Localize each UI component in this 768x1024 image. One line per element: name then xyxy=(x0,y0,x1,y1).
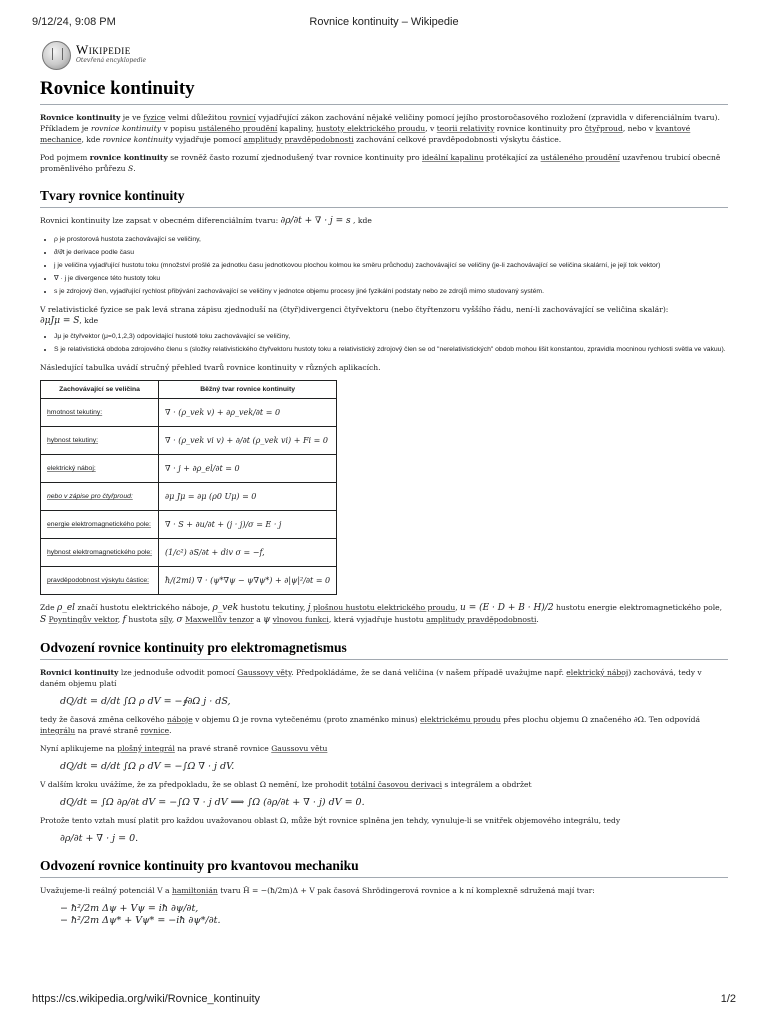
em-paragraph-5: Protože tento vztah musí platit pro každou uvažovanou oblast Ω, může být rovnice splněna jen tehdy, vynuluje-li se vnitřek objemového integrálu, tedy xyxy=(40,816,621,825)
table-header-row xyxy=(41,381,337,399)
bold-term: rovnice kontinuity xyxy=(89,153,168,162)
wiki-link[interactable]: integrálu xyxy=(40,726,76,735)
qm-equation-2: − ħ²/2m Δψ* + Vψ* = −iħ ∂ψ*/∂t. xyxy=(60,915,221,926)
inline-math: S xyxy=(40,615,47,625)
table-cell-quantity[interactable]: pravděpodobnost výskytu částice: xyxy=(41,567,159,595)
qm-paragraph-1: Uvažujeme-li reálný potenciál V a hamiltonián tvaru Ĥ = −(ħ/2m)Δ + V pak časová Shrödingerová rovnice a k ní komplexně sdružená mají tvar: xyxy=(40,886,595,895)
wiki-link[interactable]: čtyřproud xyxy=(584,124,623,133)
table-cell-quantity[interactable]: hybnost tekutiny: xyxy=(41,427,159,455)
relativistic-symbol-list xyxy=(40,331,728,355)
wiki-link[interactable]: amplitudy pravděpodobnosti xyxy=(243,135,354,144)
wiki-link[interactable]: elektrickému proudu xyxy=(420,715,501,724)
print-page-number: 1/2 xyxy=(720,993,736,1005)
intro-paragraph: Rovnice kontinuity je ve fyzice velmi důležitou rovnicí vyjadřující zákon zachování nějaké veličiny pomocí jejího prostoročasového rozložení (zpravidla v diferenciálním tvaru). Příkladem je rovnice kontinuity v popisu ustáleného proudění kapaliny, hustoty elektrického proudu, v teorii relativity rovnice kontinuity pro čtyřproud, nebo v kvantové mechanice, kde rovnice kontinuity vyjadřuje pomocí amplitudy pravděpodobnosti zachování celkové pravděpodobnosti výskytu částice. xyxy=(40,113,720,144)
intro-paragraph-2: Pod pojmem rovnice kontinuity se rovněž často rozumí zjednodušený tvar rovnice kontinuity pro ideální kapalinu protékající za ustáleného proudění uzavřenou trubicí obecně proměnlivého průřezu S. xyxy=(40,153,721,173)
bold-term: Rovnici kontinuity xyxy=(40,668,119,677)
wiki-link[interactable]: vlnovou funkci xyxy=(272,615,329,624)
wiki-link[interactable]: Maxwellův tenzor xyxy=(185,615,254,624)
wikipedia-globe-icon xyxy=(42,41,71,70)
wiki-link[interactable]: teorii relativity xyxy=(436,124,495,133)
wiki-link[interactable]: síly xyxy=(159,615,172,624)
italic-term: rovnice kontinuity xyxy=(90,124,162,133)
inline-math: ψ xyxy=(263,615,271,625)
list-item: • s je zdrojový člen, vyjadřující rychlost přibývání zachovávající se veličiny v jednotce objemu procesy jiné fyzikální podstaty nebo ze zdrojů mimo studovaný systém. xyxy=(54,286,728,297)
em-paragraph-1: Rovnici kontinuity lze jednoduše odvodit pomocí Gaussovy věty. Předpokládáme, že se daná veličina (v našem případě uvažujme např. elektrický náboj) zachovává, tedy v daném objemu platí xyxy=(40,668,702,688)
bold-term: Rovnice kontinuity xyxy=(40,113,121,122)
article-page xyxy=(40,40,728,990)
table-body xyxy=(41,399,337,595)
wiki-link[interactable]: fyzice xyxy=(143,113,166,122)
inline-math: j xyxy=(307,603,311,613)
print-header xyxy=(32,16,736,32)
inline-math: u = (E · D + B · H)/2 xyxy=(460,603,554,613)
table-cell-equation: ħ/(2mi) ∇ · (ψ*∇ψ − ψ∇ψ*) + ∂|ψ|²/∂t = 0 xyxy=(159,567,337,595)
wiki-link[interactable]: plošnou hustotu elektrického proudu xyxy=(310,603,456,612)
table-row xyxy=(41,539,337,567)
list-item: • S je relativistická obdoba zdrojového členu s (složky relativistického čtyřvektoru hustoty toku a relativistický zdrojový člen se od "nerelativistických" obdob mohou lišit konstantou, zpravidla mocninou rychlosti světla ve vakuu). xyxy=(54,344,728,355)
inline-math: ρ_el xyxy=(57,603,76,613)
table-cell-equation: (1/c²) ∂S/∂t + div σ = −f, xyxy=(159,539,337,567)
wiki-link[interactable]: náboje xyxy=(167,715,193,724)
italic-term: S xyxy=(127,164,134,173)
logo-wordmark: Wikipedie xyxy=(76,42,131,57)
text: Rovnici kontinuity lze zapsat v obecném diferenciálním tvaru: xyxy=(40,216,281,225)
em-paragraph-2: tedy že časová změna celkového náboje v objemu Ω je rovna vytečenému (proto znaménko minus) elektrickému proudu přes plochu objemu Ω značeného ∂Ω. Ten odpovídá integrálu na pravé straně rovnice. xyxy=(40,715,700,735)
list-item: • Jμ je čtyřvektor (μ=0,1,2,3) odpovídající hustotě toku zachovávající se veličiny, xyxy=(54,331,728,342)
wiki-link[interactable]: plošný integrál xyxy=(117,744,175,753)
italic-term: rovnice kontinuity xyxy=(102,135,173,144)
list-item: • ∇ · j je divergence této hustoty toku xyxy=(54,273,728,284)
relativistic-paragraph xyxy=(40,304,728,327)
table-cell-quantity[interactable]: elektrický náboj: xyxy=(41,455,159,483)
table-cell-quantity[interactable]: hmotnost tekutiny: xyxy=(41,399,159,427)
forms-paragraph xyxy=(40,215,728,227)
text: V relativistické fyzice se pak levá strana zápisu zjednoduší na (čtyř)divergenci čtyřvektoru (nebo čtyřtenzoru vyššího řádu, není-li zachovávající se veličina skalár): xyxy=(40,305,669,314)
qm-equation-1: − ħ²/2m Δψ + Vψ = iħ ∂ψ/∂t, xyxy=(60,903,199,914)
wiki-link[interactable]: Gaussovu větu xyxy=(271,744,328,753)
table-row xyxy=(41,567,337,595)
em-equation-2: dQ/dt = d/dt ∫Ω ρ dV = −∫Ω ∇ · j dV. xyxy=(60,761,235,772)
text: , kde xyxy=(350,216,372,225)
table-cell-equation: ∇ · j + ∂ρ_el/∂t = 0 xyxy=(159,455,337,483)
wiki-link[interactable]: elektrický náboj xyxy=(566,668,629,677)
symbol-list xyxy=(40,234,728,297)
page-title: Rovnice kontinuity xyxy=(40,78,728,105)
section-heading-forms: Tvary rovnice kontinuity xyxy=(40,188,728,208)
wiki-link[interactable]: Gaussovy věty xyxy=(237,668,292,677)
continuity-forms-table xyxy=(40,380,337,595)
table-cell-quantity[interactable]: nebo v zápise pro čtyřproud: xyxy=(41,483,159,511)
print-datetime: 9/12/24, 9:08 PM xyxy=(32,16,116,28)
em-paragraph-4: V dalším kroku uvážíme, že za předpokladu, že se oblast Ω nemění, lze prohodit totální časovou derivaci s integrálem a obdržet xyxy=(40,780,532,789)
em-equation-3: dQ/dt = ∫Ω ∂ρ/∂t dV = −∫Ω ∇ · j dV ⟹ ∫Ω (∂ρ/∂t + ∇ · j) dV = 0. xyxy=(60,797,365,808)
wiki-link[interactable]: ustáleného proudění xyxy=(540,153,620,162)
wiki-link[interactable]: totální časovou derivaci xyxy=(350,780,443,789)
table-cell-equation: ∇ · (ρ_vek v) + ∂ρ_vek/∂t = 0 xyxy=(159,399,337,427)
list-item: • ∂/∂t je derivace podle času xyxy=(54,247,728,258)
wiki-link[interactable]: rovnicí xyxy=(229,113,256,122)
wikipedia-logo[interactable] xyxy=(40,40,728,70)
inline-math: f xyxy=(122,615,126,625)
wiki-link[interactable]: Poyntingův vektor xyxy=(48,615,118,624)
wiki-link[interactable]: ustáleného proudění xyxy=(198,124,278,133)
em-equation-1: dQ/dt = d/dt ∫Ω ρ dV = −∮∂Ω j · dS, xyxy=(60,696,231,707)
print-title: Rovnice kontinuity – Wikipedie xyxy=(309,16,459,28)
table-row xyxy=(41,455,337,483)
list-item: • j je veličina vyjadřující hustotu toku (množství prošlé za jednotku času jednotkovou plochou kolmou ke směru průchodu) zachovávající se veličiny (je-li zachovávající se veličina skalární, je její tok vektor) xyxy=(54,260,728,271)
table-cell-quantity[interactable]: energie elektromagnetického pole: xyxy=(41,511,159,539)
table-row xyxy=(41,483,337,511)
table-row xyxy=(41,427,337,455)
table-row xyxy=(41,399,337,427)
print-url: https://cs.wikipedia.org/wiki/Rovnice_kontinuity xyxy=(32,993,261,1005)
wiki-link[interactable]: amplitudy pravděpodobnosti xyxy=(426,615,537,624)
table-intro: Následující tabulka uvádí stručný přehled tvarů rovnice kontinuity v různých aplikacích. xyxy=(40,363,381,372)
table-cell-equation: ∇ · S + ∂u/∂t + (j · j)/σ = E · j xyxy=(159,511,337,539)
em-equation-4: ∂ρ/∂t + ∇ · j = 0. xyxy=(60,833,139,844)
table-header-form: Běžný tvar rovnice kontinuity xyxy=(159,381,337,399)
table-cell-equation: ∂μ Jμ = ∂μ (ρ0 Uμ) = 0 xyxy=(159,483,337,511)
print-footer xyxy=(32,993,736,1009)
relativistic-equation: ∂μJμ = S xyxy=(40,316,80,326)
logo-tagline: Otevřená encyklopedie xyxy=(76,57,147,64)
section-heading-em: Odvození rovnice kontinuity pro elektromagnetismus xyxy=(40,640,728,660)
text: , kde xyxy=(79,316,99,325)
table-cell-equation: ∇ · (ρ_vek vi v) + ∂/∂t (ρ_vek vi) + Fi = 0 xyxy=(159,427,337,455)
wiki-link[interactable]: hamiltonián xyxy=(171,886,218,895)
wiki-link[interactable]: ideální kapalinu xyxy=(421,153,484,162)
symbols-paragraph: Zde ρ_el značí hustotu elektrického náboje, ρ_vek hustotu tekutiny, j plošnou hustotu elektrického proudu, u = (E · D + B · H)/2 hustotu energie elektromagnetického pole, S Poyntingův vektor, f hustota síly, σ Maxwellův tenzor a ψ vlnovou funkci, která vyjadřuje hustotu amplitudy pravděpodobnosti. xyxy=(40,603,723,625)
table-row xyxy=(41,511,337,539)
table-cell-quantity[interactable]: hybnost elektromagnetického pole: xyxy=(41,539,159,567)
section-heading-qm: Odvození rovnice kontinuity pro kvantovou mechaniku xyxy=(40,858,728,878)
wiki-link[interactable]: rovnice xyxy=(140,726,170,735)
em-paragraph-3: Nyní aplikujeme na plošný integrál na pravé straně rovnice Gaussovu větu xyxy=(40,744,328,753)
list-item: • ρ je prostorová hustota zachovávající se veličiny, xyxy=(54,234,728,245)
table-header-quantity: Zachovávající se veličina xyxy=(41,381,159,399)
wiki-link[interactable]: hustoty elektrického proudu xyxy=(316,124,426,133)
inline-math: σ xyxy=(176,615,183,625)
inline-math: ρ_vek xyxy=(212,603,239,613)
general-equation: ∂ρ/∂t + ∇ · j = s xyxy=(280,216,351,226)
wiki-link[interactable]: kvantové mechanice xyxy=(40,124,691,144)
